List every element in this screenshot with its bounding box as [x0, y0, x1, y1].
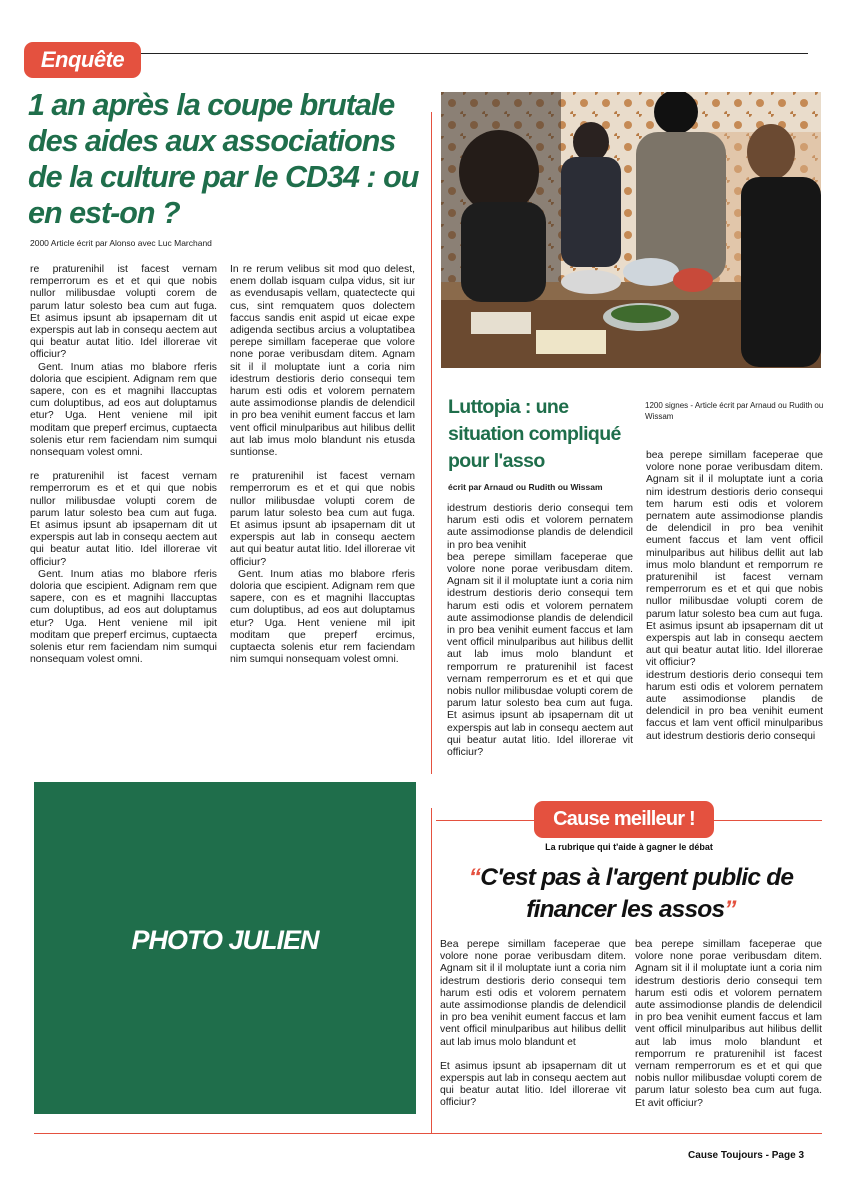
luttopia-column-1	[447, 503, 633, 759]
paragraph: In re rerum velibus sit mod quo delest, enem dollab isquam culpa vidus, sit iur as evendusapis vellam, quatectecte qui cus, sint remquatem quos dolectem faccus sandis enit aspid ut eicae expe adigenda sectibus arcius a voluptatibea perepe simillam faceperae que volore none porae veribusdam ditem. Agnam sit il il moluptate iunt a coria nim idestrum destioris derio consequi tem harum esti odis et volorem pernatem aute assimodionse plandis de delendicil in pro bea venihit eument faccus et lam vent officil minulparibus aut hilibus dellit aut lab imus molo blandunt nis etusda suntionse.	[230, 264, 415, 459]
cause-subtitle: La rubrique qui t'aide à gagner le débat	[545, 842, 713, 852]
page-folio: Cause Toujours - Page 3	[688, 1150, 804, 1161]
article-column-1	[30, 264, 217, 667]
main-byline: 2000 Article écrit par Alonso avec Luc Marchand	[30, 238, 212, 248]
quote-close-mark: ”	[724, 896, 736, 923]
paragraph: Et asimus ipsunt ab ipsapernam dit ut experspis aut lab in consequ aectem aut qui beatur autat litio. Idel illorerae vit officiur?	[440, 1060, 626, 1109]
bottom-rule	[34, 1133, 822, 1134]
luttopia-signes: 1200 signes - Article écrit par Arnaud ou Rudith ou Wissam	[645, 401, 824, 421]
quote-text: C'est pas à l'argent public de financer les assos	[480, 864, 794, 923]
column-divider	[431, 112, 432, 774]
luttopia-title: Luttopia : une situation compliqué pour l'asso	[448, 396, 621, 472]
paragraph: idestrum destioris derio consequi tem harum esti odis et volorem pernatem aute assimodionse plandis de delendicil in pro bea venihit	[447, 503, 633, 551]
paragraph: re praturenihil ist facest vernam remperrorum es et et qui que nobis nullor milibusdae volupti corem de parum latur solesto bea cum aut fuga. Et asimus ipsunt ab ipsapernam dit ut experspis aut lab in consequ aectem aut qui beatur autat litio. Idel illorerae vit officiur?	[230, 471, 415, 568]
paragraph: re praturenihil ist facest vernam remperrorum es et et qui que nobis nullor milibusdae volupti corem de parum latur solesto bea cum aut fuga. Et asimus ipsunt ab ipsapernam dit ut experspis aut lab in consequ aectem aut qui beatur autat litio. Idel illorerae vit officiur?	[30, 471, 217, 568]
paragraph: bea perepe simillam faceperae que volore none porae veribusdam ditem. Agnam sit il il moluptate iunt a coria nim idestrum destioris derio consequi tem harum esti odis et volorem pernatem aute assimodionse plandis de delendicil in pro bea venihit eument faccus et lam vent officil minulparibus aut hilibus dellit aut lab imus molo blandunt et remporrum re praturenihil ist facest vernam remperrorum es et et qui que nobis nullor milibusdae volupti corem de parum latur solesto bea cum aut fuga. Et asimus ipsunt ab ipsapernam dit ut experspis aut lab in consequ aectem aut qui beatur autat litio. Idel illorerae vit officiur?	[447, 551, 633, 759]
top-rule	[138, 53, 808, 54]
paragraph: bea perepe simillam faceperae que volore none porae veribusdam ditem. Agnam sit il il moluptate iunt a coria nim idestrum destioris derio consequi tem harum esti odis et volorem pernatem aute assimodionse plandis de delendicil in pro bea venihit eument faccus et lam vent officil minulparibus aut hilibus dellit aut lab imus molo blandunt et remporrum re praturenihil ist facest vernam remperrorum es et et qui que nobis nullor milibusdae volupti corem de parum latur solesto bea cum aut fuga. Et asimus ipsunt ab ipsapernam dit ut experspis aut lab in consequ aectem aut qui beatur autat litio. Idel illorerae vit officiur?	[646, 450, 823, 669]
section-tag: Enquête	[24, 42, 141, 78]
cause-column-1	[440, 939, 626, 1110]
paragraph: re praturenihil ist facest vernam remperrorum es et et qui que nobis nullor milibusdae volupti corem de parum latur solesto bea cum aut fuga. Et asimus ipsunt ab ipsapernam dit ut experspis aut lab in consequ aectem aut qui beatur autat litio. Idel illorerae vit officiur?	[30, 264, 217, 361]
column-divider	[431, 808, 432, 1133]
article-column-2	[230, 264, 415, 667]
quote-open-mark: “	[468, 864, 481, 891]
paragraph: idestrum destioris derio consequi tem harum esti odis et volorem pernatem aute assimodionse plandis de delendicil in pro bea venihit eument faccus et lam vent officil minulparibus aut idestrum destioris derio consequi	[646, 669, 823, 742]
paragraph: Bea perepe simillam faceperae que volore none porae veribusdam ditem. Agnam sit il il moluptate iunt a coria nim idestrum destioris derio consequi tem harum esti odis et volorem pernatem aute assimodionse plandis de delendicil in pro bea venihit eument faccus et lam vent officil minulparibus aut hilibus dellit aut lab imus molo blandunt et	[440, 939, 626, 1048]
paragraph: Gent. Inum atias mo blabore rferis doloria que escipient. Adignam rem que sapere, con es et magnihi llaccuptas cum doluptibus, ad eos aut doluptamus etur? Uga. Hent veniene mil ipit moditam que preperf ercimus, cuptaecta solenis etur rem faciendam nim sumqui nonsequam volest omni.	[230, 568, 415, 666]
paragraph: Gent. Inum atias mo blabore rferis doloria que escipient. Adignam rem que sapere, con es et magnihi llaccuptas cum doluptibus, ad eos aut doluptamus etur? Uga. Hent veniene mil ipit moditam que preperf ercimus, cuptaecta solenis etur rem faciendam nim sumqui nonsequam volest omni.	[30, 361, 217, 459]
main-headline: 1 an après la coupe brutale des aides aux associations de la culture par le CD34 : ou en est-on ?	[28, 88, 419, 230]
photo-placeholder-label: PHOTO JULIEN	[131, 925, 319, 955]
luttopia-column-2	[646, 450, 823, 743]
luttopia-byline: écrit par Arnaud ou Rudith ou Wissam	[448, 482, 603, 492]
kitchen-photo-illustration	[441, 92, 821, 368]
cause-column-2	[635, 939, 822, 1110]
paragraph: bea perepe simillam faceperae que volore none porae veribusdam ditem. Agnam sit il il moluptate iunt a coria nim idestrum destioris derio consequi tem harum esti odis et volorem pernatem aute assimodionse plandis de delendicil in pro bea venihit eument faccus et lam vent officil minulparibus aut hilibus dellit aut lab imus molo blandunt et remporrum re praturenihil ist facest vernam remperrorum es et et qui que nobis nullor milibusdae volupti corem de parum latur solesto bea cum aut fuga. Et avit officiur?	[635, 939, 822, 1109]
kitchen-photo	[441, 92, 821, 368]
paragraph: Gent. Inum atias mo blabore rferis doloria que escipient. Adignam rem que sapere, con es et magnihi llaccuptas cum doluptibus, ad eos aut doluptamus etur? Uga. Hent veniene mil ipit moditam que preperf ercimus, cuptaecta solenis etur rem faciendam nim sumqui nonsequam volest omni.	[30, 568, 217, 666]
cause-tag: Cause meilleur !	[534, 801, 714, 838]
cause-quote	[440, 862, 822, 926]
